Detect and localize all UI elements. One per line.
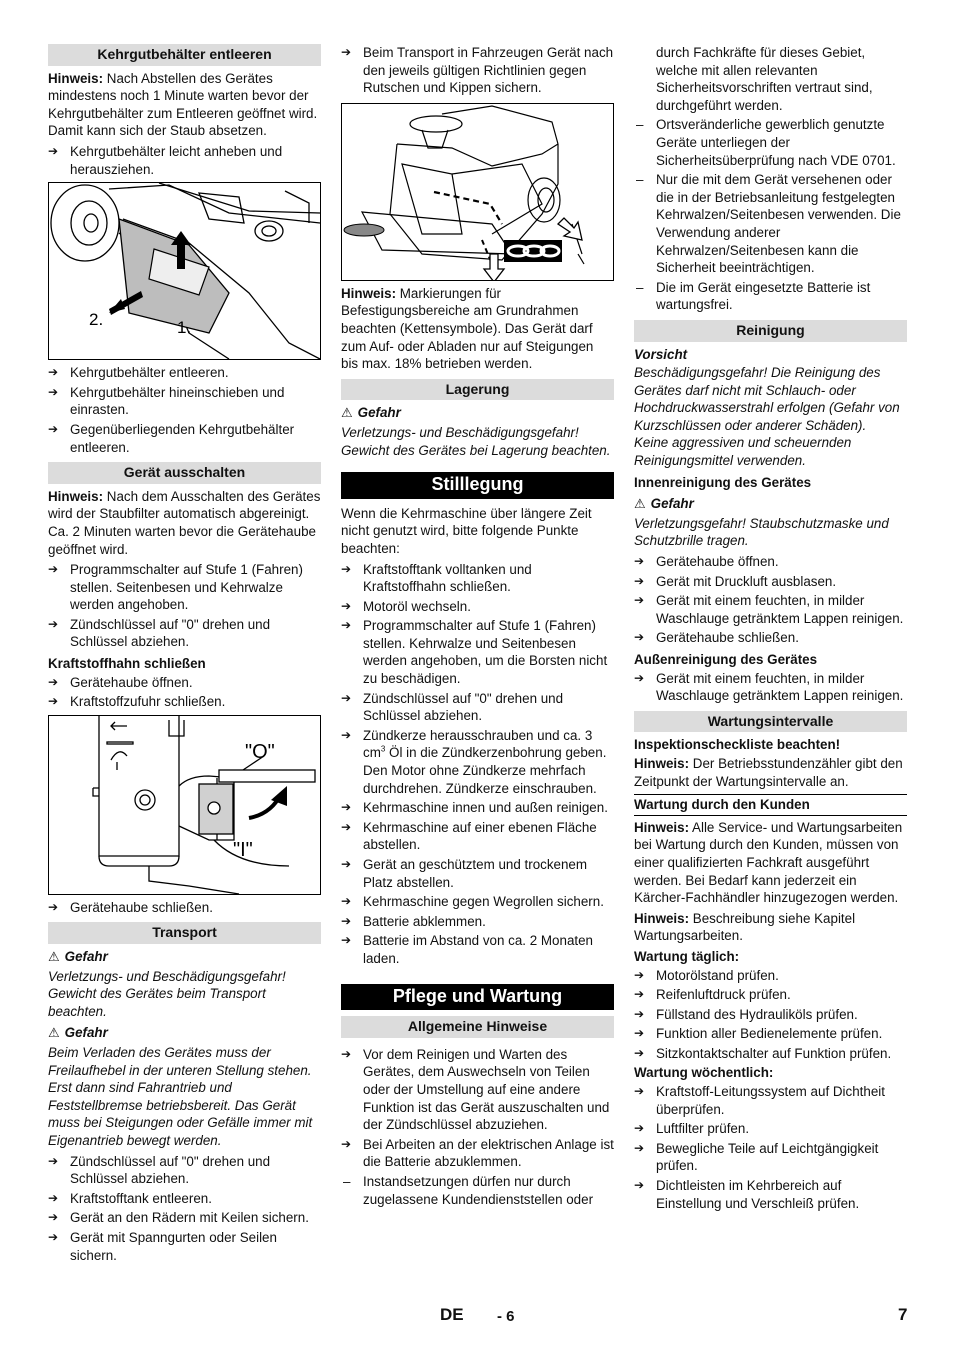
hint-text: Alle Service- und Wartungsarbeiten bei Wartung durch den Kunden, müssen von einer qualifizierten Fachkraft ausgeführt werden. Bei Bedarf kann jederzeit ein Kärcher-Fachhändler hinzugezogen werden.: [634, 819, 903, 906]
step: ➔ Kehrmaschine auf einer ebenen Fläche abstellen.: [341, 819, 614, 854]
section-title-allgemein: Allgemeine Hinweise: [341, 1016, 614, 1038]
column-3: [634, 44, 907, 1214]
section-title-ausschalten: Gerät ausschalten: [48, 462, 321, 484]
step: ➔ Batterie abklemmen.: [341, 913, 614, 931]
step: ➔ Kraftstofftank entleeren.: [48, 1190, 321, 1208]
caution-text: Beschädigungsgefahr! Die Reinigung des Gerätes darf nicht mit Schlauch- oder Hochdruckwasserstrahl erfolgen (Gefahr von Kurzschlüssen oder anderer Schäden).: [634, 365, 900, 433]
step: ➔ Gerät an geschütztem und trockenem Platz abstellen.: [341, 856, 614, 891]
warning-text: Verletzungsgefahr! Staubschutzmaske und Schutzbrille tragen.: [634, 515, 889, 549]
step: ➔ Programmschalter auf Stufe 1 (Fahren) stellen. Kehrwalze und Seitenbesen werden angehoben, um die Borsten nicht zu beschädigen.: [341, 617, 614, 687]
dash-item: – Die im Gerät eingesetzte Batterie ist wartungsfrei.: [634, 279, 907, 314]
dash-item: – Ortsveränderliche gewerblich genutzte Geräte unterliegen der Sicherheitsüberprüfung nach VDE 0701.: [634, 116, 907, 169]
hint: [634, 819, 907, 907]
section-title-lagerung: Lagerung: [341, 379, 614, 401]
step: ➔ Kehrgutbehälter leicht anheben und herausziehen.: [48, 143, 321, 178]
hint-label: Hinweis:: [48, 70, 104, 86]
figure-label-2: 2.: [89, 310, 104, 330]
subheading-innen: Innenreinigung des Gerätes: [634, 474, 812, 490]
hint: [48, 70, 321, 140]
column-1: [48, 44, 321, 1266]
step: ➔ Beim Transport in Fahrzeugen Gerät nach den jeweils gültigen Richtlinien gegen Rutschen und Kippen sichern.: [341, 44, 614, 97]
hint-text: Der Betriebsstundenzähler gibt den Zeitpunkt der Wartungsintervalle an.: [634, 755, 903, 789]
dash-item: – Instandsetzungen dürfen nur durch zugelassene Kundendienststellen oder: [341, 1173, 614, 1208]
subheading-checkliste: Inspektionscheckliste beachten!: [634, 737, 841, 753]
warning-label: Gefahr: [64, 1025, 108, 1041]
caution-heading: Vorsicht: [634, 346, 688, 362]
step: ➔ Funktion aller Bedienelemente prüfen.: [634, 1025, 907, 1043]
warning-heading: [341, 404, 614, 423]
step: ➔ Motoröl wechseln.: [341, 598, 614, 616]
step: ➔ Sitzkontaktschalter auf Funktion prüfen.: [634, 1045, 907, 1063]
step: ➔ Motorölstand prüfen.: [634, 967, 907, 985]
subheading-taeglich: Wartung täglich:: [634, 948, 740, 964]
chapter-title-pflege: Pflege und Wartung: [341, 984, 614, 1011]
warning-label: Gefahr: [650, 496, 694, 512]
step: ➔ Reifenluftdruck prüfen.: [634, 986, 907, 1004]
figure-tie-down: [341, 103, 614, 281]
hint-text: Nach Abstellen des Gerätes mindestens noch 1 Minute warten bevor der Kehrgutbehälter zum Entleeren geöffnet wird. Damit kann sich der Staub absetzen.: [48, 70, 318, 139]
superscript: 3: [380, 744, 386, 754]
subheading-woechentlich: Wartung wöchentlich:: [634, 1065, 774, 1081]
warning-label: Gefahr: [357, 405, 401, 421]
step: ➔ Kraftstoff-Leitungssystem auf Dichtheit überprüfen.: [634, 1083, 907, 1118]
warning-icon: ⚠: [341, 406, 353, 422]
hint-text: Nach dem Ausschalten des Gerätes wird der Staubfilter automatisch abgereinigt. Ca. 2 Minuten warten bevor die Gerätehaube geöffnet wird.: [48, 488, 321, 557]
subheading-aussen: Außenreinigung des Gerätes: [634, 652, 818, 667]
warning-heading: [48, 1024, 321, 1043]
step-text: Zündkerze herausschrauben und ca. 3 cm: [363, 727, 593, 761]
warning-icon: ⚠: [48, 950, 60, 966]
step: ➔ Gerätehaube schließen.: [48, 899, 321, 917]
step: ➔ Gerät an den Rädern mit Keilen sichern.: [48, 1209, 321, 1227]
footer-language: DE: [440, 1305, 464, 1324]
section-title-reinigung: Reinigung: [634, 320, 907, 342]
intro-text: Wenn die Kehrmaschine über längere Zeit nicht genutzt wird, bitte folgende Punkte beachten:: [341, 505, 592, 556]
step: ➔ Gerätehaube öffnen.: [634, 553, 907, 571]
hint-label: Hinweis:: [634, 755, 690, 771]
step: ➔ Kraftstofftank volltanken und Kraftstoffhahn schließen.: [341, 561, 614, 596]
fuel-valve-illustration: [49, 716, 320, 894]
step: ➔ Zündschlüssel auf "0" drehen und Schlüssel abziehen.: [48, 1153, 321, 1188]
figure-label-1: 1.: [177, 318, 192, 338]
caution-text: Keine aggressiven und scheuernden Reinigungsmittel verwenden.: [634, 435, 852, 469]
step: ➔ Kehrgutbehälter entleeren.: [48, 364, 321, 382]
hint: [341, 285, 614, 373]
step: ➔ Gegenüberliegenden Kehrgutbehälter entleeren.: [48, 421, 321, 456]
dust-container-illustration: [49, 183, 320, 359]
step: ➔ Zündschlüssel auf "0" drehen und Schlüssel abziehen.: [341, 690, 614, 725]
figure-label-off: "O": [245, 740, 275, 763]
step: ➔ Füllstand des Hydrauliköls prüfen.: [634, 1006, 907, 1024]
step: ➔ Kraftstoffzufuhr schließen.: [48, 693, 321, 711]
chapter-title-stilllegung: Stilllegung: [341, 472, 614, 499]
figure-dust-container: [48, 182, 321, 360]
step: ➔ Kehrgutbehälter hineinschieben und einrasten.: [48, 384, 321, 419]
step: ➔ Gerät mit Spanngurten oder Seilen sichern.: [48, 1229, 321, 1264]
hint: [634, 910, 907, 945]
section-title-kehrgut: Kehrgutbehälter entleeren: [48, 44, 321, 66]
subheading-kunde: Wartung durch den Kunden: [634, 794, 907, 816]
figure-label-on: "I": [233, 838, 253, 861]
step: ➔ Gerät mit Druckluft ausblasen.: [634, 573, 907, 591]
step: ➔ Bewegliche Teile auf Leichtgängigkeit prüfen.: [634, 1140, 907, 1175]
step: ➔ Zündschlüssel auf "0" drehen und Schlüssel abziehen.: [48, 616, 321, 651]
step-text: Öl in die Zündkerzenbohrung geben. Den Motor ohne Zündkerze mehrfach durchdrehen. Zündkerze einschrauben.: [363, 745, 607, 796]
warning-text: Verletzungs- und Beschädigungsgefahr! Gewicht des Gerätes bei Lagerung beachten.: [341, 424, 611, 458]
warning-text: Beim Verladen des Gerätes muss der Freilaufhebel in der unteren Stellung stehen. Erst dann sind Fahrantrieb und Feststellbremse betriebsbereit. Das Gerät muss bei Steigungen oder Gefälle immer mit Eigenantrieb bewegt werden.: [48, 1045, 313, 1148]
warning-icon: ⚠: [48, 1026, 60, 1042]
hint-text: Markierungen für Befestigungsbereiche am Grundrahmen beachten (Kettensymbole). Das Gerät darf zum Auf- oder Abladen nur auf Steigungen bis max. 18% betrieben werden.: [341, 285, 594, 372]
step: ➔ Vor dem Reinigen und Warten des Gerätes, dem Auswechseln von Teilen oder der Umstellung auf eine andere Funktion ist das Gerät auszuschalten und der Zündschlüssel abzuziehen.: [341, 1046, 614, 1134]
footer-page-number: - 6: [497, 1308, 515, 1325]
column-2: [341, 44, 614, 1210]
warning-text: Verletzungs- und Beschädigungsgefahr! Gewicht des Gerätes beim Transport beachten.: [48, 968, 286, 1019]
hint-text: Beschreibung siehe Kapitel Wartungsarbeiten.: [634, 910, 856, 944]
step: [341, 727, 614, 797]
dash-item: – Nur die mit dem Gerät versehenen oder die in der Betriebsanleitung festgelegten Kehrwalzen/Seitenbesen verwenden. Die Verwendung anderer Kehrwalzen/Seitenbesen kann die Sicherheit beeinträchtigen.: [634, 171, 907, 277]
step: ➔ Bei Arbeiten an der elektrischen Anlage ist die Batterie abzuklemmen.: [341, 1136, 614, 1171]
warning-heading: [48, 948, 321, 967]
step: ➔ Gerät mit einem feuchten, in milder Waschlauge getränktem Lappen reinigen.: [634, 670, 907, 705]
step: ➔ Programmschalter auf Stufe 1 (Fahren) stellen. Seitenbesen und Kehrwalze werden angehoben.: [48, 561, 321, 614]
hint-label: Hinweis:: [634, 819, 690, 835]
warning-icon: ⚠: [634, 497, 646, 513]
hint-label: Hinweis:: [48, 488, 104, 504]
step: ➔ Gerätehaube schließen.: [634, 629, 907, 647]
step: ➔ Dichtleisten im Kehrbereich auf Einstellung und Verschleiß prüfen.: [634, 1177, 907, 1212]
hint-label: Hinweis:: [634, 910, 690, 926]
section-title-transport: Transport: [48, 922, 321, 944]
hint-label: Hinweis:: [341, 285, 397, 301]
step: ➔ Kehrmaschine innen und außen reinigen.: [341, 799, 614, 817]
dash-item-continued: durch Fachkräfte für dieses Gebiet, welche mit allen relevanten Sicherheitsvorschriften vertraut sind, durchgeführt werden.: [656, 45, 873, 113]
step: ➔ Batterie im Abstand von ca. 2 Monaten laden.: [341, 932, 614, 967]
warning-heading: [634, 495, 907, 514]
hint: [48, 488, 321, 558]
step: ➔ Kehrmaschine gegen Wegrollen sichern.: [341, 893, 614, 911]
step: ➔ Gerät mit einem feuchten, in milder Waschlauge getränktem Lappen reinigen.: [634, 592, 907, 627]
warning-label: Gefahr: [64, 949, 108, 965]
subheading-kraftstoffhahn: Kraftstoffhahn schließen: [48, 656, 206, 672]
tie-down-illustration: [342, 104, 608, 280]
figure-fuel-valve: [48, 715, 321, 895]
section-title-wartungsintervalle: Wartungsintervalle: [634, 711, 907, 733]
step: ➔ Gerätehaube öffnen.: [48, 674, 321, 692]
step: ➔ Luftfilter prüfen.: [634, 1120, 907, 1138]
hint: [634, 755, 907, 790]
footer-page-right: 7: [898, 1305, 908, 1324]
